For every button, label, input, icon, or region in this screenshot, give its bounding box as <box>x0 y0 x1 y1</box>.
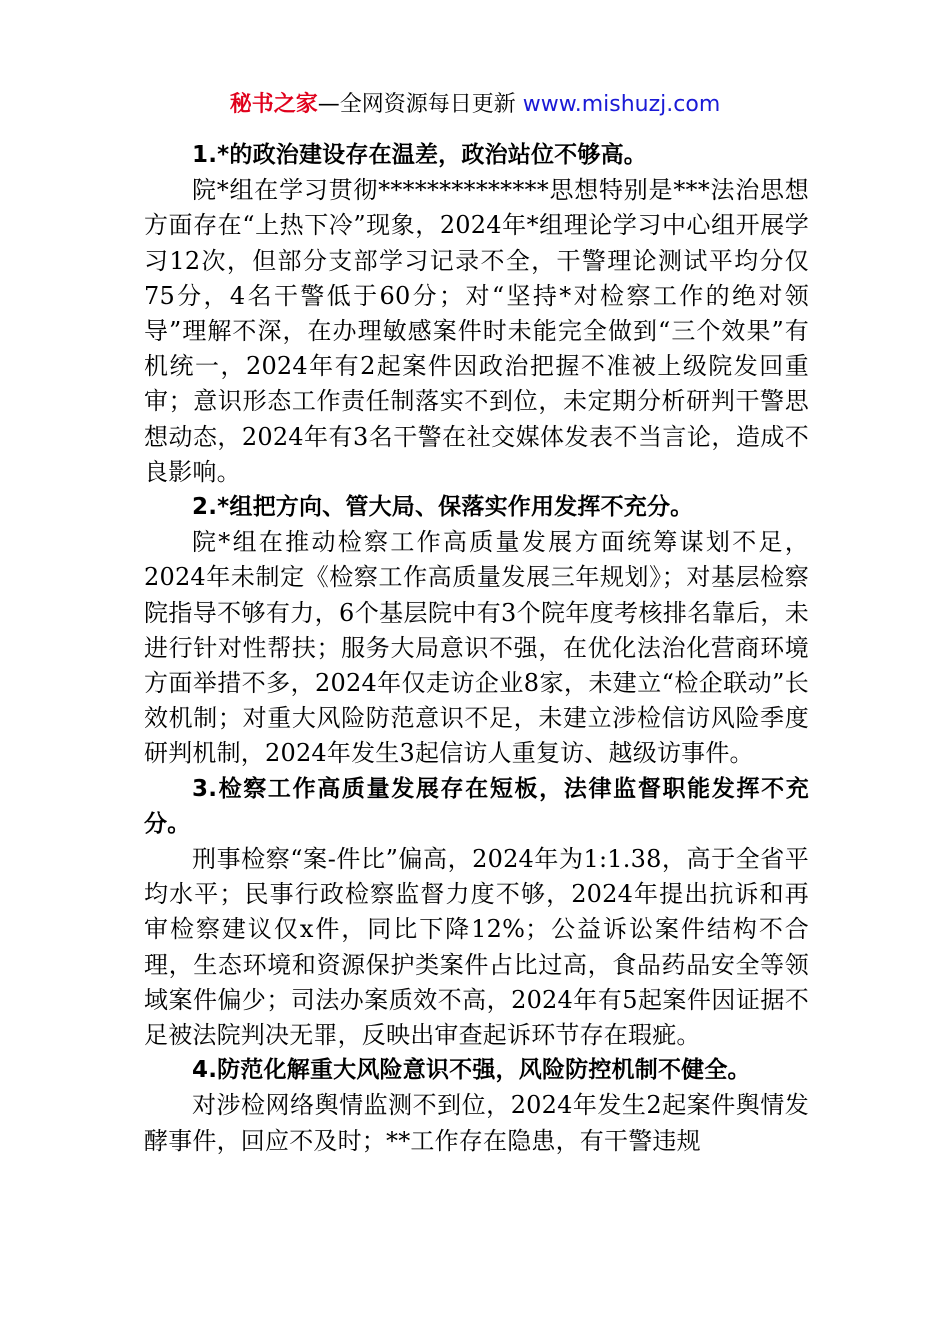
page-header <box>0 88 950 122</box>
section-paragraph-4: 对涉检网络舆情监测不到位，2024年发生2起案件舆情发酵事件，回应不及时；**工作存在隐患，有干警违规 <box>144 1091 809 1155</box>
document-body <box>144 138 809 1159</box>
section-paragraph-3: 刑事检察“案-件比”偏高，2024年为1:1.38，高于全省平均水平；民事行政检察监督力度不够，2024年提出抗诉和再审检察建议仅x件，同比下降12%；公益诉讼案件结构不合理，生态环境和资源保护类案件占比过高，食品药品安全等领域案件偏少；司法办案质效不高，2024年有5起案件因证据不足被法院判决无罪，反映出审查起诉环节存在瑕疵。 <box>144 845 809 1050</box>
section-heading-1: 1.*的政治建设存在温差，政治站位不够高。 <box>192 142 647 168</box>
header-slogan: 全网资源每日更新 <box>339 92 516 117</box>
section-heading-4: 4.防范化解重大风险意识不强，风险防控机制不健全。 <box>192 1057 751 1084</box>
section-heading-3: 3.检察工作高质量发展存在短板，法律监督职能发挥不充分。 <box>144 775 809 837</box>
section-heading-2: 2.*组把方向、管大局、保落实作用发挥不充分。 <box>192 494 694 521</box>
header-dash: — <box>317 92 340 117</box>
header-url-link[interactable]: www.mishuzj.com <box>522 92 721 117</box>
brand-name: 秘书之家 <box>229 92 318 117</box>
section-paragraph-1: 院*组在学习贯彻**************思想特别是***法治思想方面存在“上热下冷”现象，2024年*组理论学习中心组开展学习12次，但部分支部学习记录不全，干警理论测试平均分仅75分，4名干警低于60分；对“坚持*对检察工作的绝对领导”理解不深，在办理敏感案件时未能完全做到“三个效果”有机统一，2024年有2起案件因政治把握不准被上级院发回重审；意识形态工作责任制落实不到位，未定期分析研判干警思想动态，2024年有3名干警在社交媒体发表不当言论，造成不良影响。 <box>144 176 809 486</box>
section-paragraph-2: 院*组在推动检察工作高质量发展方面统筹谋划不足，2024年未制定《检察工作高质量发展三年规划》；对基层检察院指导不够有力，6个基层院中有3个院年度考核排名靠后，未进行针对性帮扶；服务大局意识不强，在优化法治化营商环境方面举措不多，2024年仅走访企业8家，未建立“检企联动”长效机制；对重大风险防范意识不足，未建立涉检信访风险季度研判机制，2024年发生3起信访人重复访、越级访事件。 <box>144 528 809 768</box>
